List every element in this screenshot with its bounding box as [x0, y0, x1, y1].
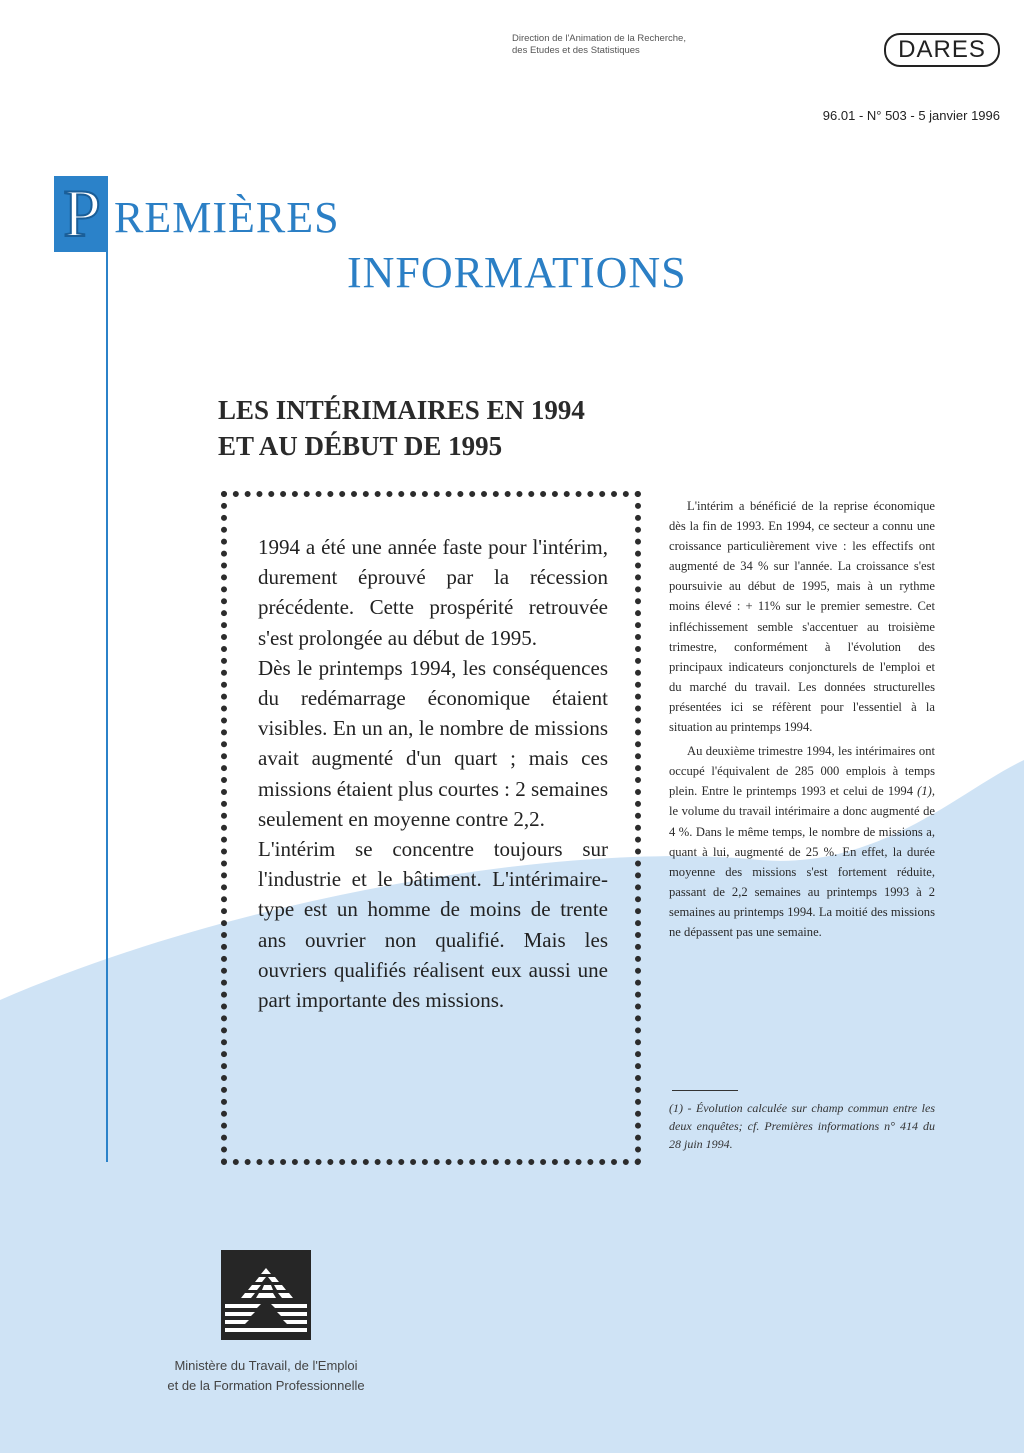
agency-line-2: des Etudes et des Statistiques	[512, 45, 640, 56]
summary-paragraph-3: L'intérim se concentre toujours sur l'industrie et le bâtiment. L'intérimaire-type est un homme de moins de trente ans ouvrier non qualifié. Mais les ouvriers qualifiés réalisent eux aussi une part importante des missions.	[258, 837, 608, 1013]
masthead-initial: P	[63, 175, 101, 251]
masthead-title-line-2: INFORMATIONS	[347, 248, 687, 297]
column-paragraph-2	[669, 741, 935, 942]
headline-line-1: LES INTÉRIMAIRES EN 1994	[218, 395, 585, 425]
footnote: (1) - Évolution calculée sur champ commun entre les deux enquêtes; cf. Premières informations n° 414 du 28 juin 1994.	[669, 1101, 935, 1151]
summary-text	[258, 532, 608, 1015]
footnote-reference: (1)	[917, 784, 932, 799]
masthead-title-line-1: REMIÈRES	[114, 193, 340, 242]
summary-paragraph-2: Dès le printemps 1994, les conséquences du redémarrage économique étaient visibles. En un an, le nombre de missions avait augmenté d'un quart ; mais ces missions étaient plus courtes : 2 semaines seulement en moyenne contre 2,2.	[258, 655, 608, 831]
ministry-logo-icon	[221, 1250, 311, 1340]
ministry-name	[130, 1356, 402, 1396]
masthead-initial-block	[54, 176, 108, 252]
summary-paragraph-1: 1994 a été une année faste pour l'intérim, durement éprouvé par la récession précédente. Cette prospérité retrouvée s'est prolongée au début de 1995.	[258, 535, 608, 650]
ministry-logo	[221, 1250, 311, 1340]
agency-line-1: Direction de l'Animation de la Recherche,	[512, 33, 686, 44]
ministry-line-2: et de la Formation Professionnelle	[167, 1378, 365, 1393]
article-column	[669, 496, 935, 942]
headline-line-2: ET AU DÉBUT DE 1995	[218, 431, 503, 461]
ministry-line-1: Ministère du Travail, de l'Emploi	[174, 1358, 358, 1373]
article-headline	[218, 392, 585, 464]
masthead-vertical-rule	[106, 250, 108, 1162]
column-paragraph-2-end: , le volume du travail intérimaire a donc augmenté de 4 %. Dans le même temps, le nombre de missions a, quant à lui, augmenté de 25 %. En effet, la durée moyenne des missions s'est fortement réduite, passant de 2,2 semaines au printemps 1993 à 2 semaines au printemps 1994. La moitié des missions ne dépassent pas une semaine.	[669, 784, 935, 939]
issue-number: 96.01 - N° 503 - 5 janvier 1996	[822, 108, 1000, 123]
footnote-separator	[672, 1090, 738, 1091]
agency-name	[512, 33, 686, 57]
dares-badge: DARES	[884, 33, 1000, 67]
column-paragraph-2-start: Au deuxième trimestre 1994, les intérimaires ont occupé l'équivalent de 285 000 emplois à temps plein. Entre le printemps 1993 et celui de 1994	[669, 744, 935, 799]
column-paragraph-1: L'intérim a bénéficié de la reprise économique dès la fin de 1993. En 1994, ce secteur a connu une croissance particulièrement vive : les effectifs ont augmenté de 34 % sur l'année. La croissance s'est poursuivie au début de 1995, mais à un rythme moins élevé : + 11% sur le premier semestre. Cet infléchissement semble s'accentuer au troisième trimestre, conformément à l'évolution des principaux indicateurs conjoncturels de l'emploi et du marché du travail. Les données structurelles présentées ici se réfèrent pour l'essentiel à la situation au printemps 1994.	[669, 499, 935, 735]
